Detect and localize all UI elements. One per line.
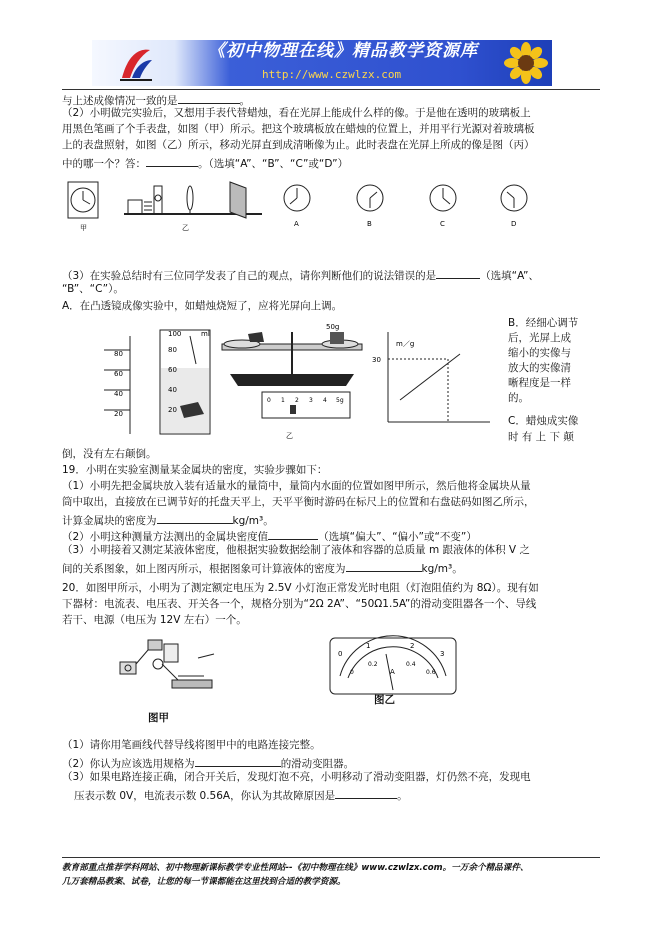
svg-text:50g: 50g [326, 323, 340, 331]
ammeter-dial [328, 636, 458, 698]
q18-p3-line1: （3）在实验总结时有三位同学发表了自己的观点，请你判断他们的说法错误的是 （选填“A”、 [62, 266, 539, 284]
clock-option-b [357, 185, 383, 228]
q18-option-b-l6: 的。 [508, 392, 529, 404]
fig-label-jia: 甲 [80, 224, 87, 232]
svg-text:0.2: 0.2 [368, 661, 378, 668]
svg-text:B: B [367, 220, 372, 228]
q20-line1: 20．如图甲所示，小明为了测定额定电压为 2.5V 小灯泡正常发光时电阻（灯泡阻值约为 8Ω）。现有如 [62, 582, 539, 594]
svg-text:0.6: 0.6 [426, 669, 436, 676]
svg-text:20: 20 [168, 406, 177, 414]
svg-text:3: 3 [309, 397, 313, 404]
q18-option-c-l2: 时 有 上 下 颠 [508, 431, 574, 443]
answer-blank[interactable] [268, 527, 318, 540]
q19-p1-line2: 筒中取出，直接放在已调节好的托盘天平上，天平平衡时游码在标尺上的位置和右盘砝码如图乙所示， [62, 496, 535, 508]
site-logo-icon [118, 44, 154, 82]
q20-line2: 下器材：电流表、电压表、开关各一个，规格分别为“2Ω 2A”、“50Ω1.5A”的滑动变阻器各一个、导线 [62, 598, 537, 610]
watch-on-glass-diagram [68, 182, 98, 232]
clock-option-c [430, 185, 456, 228]
svg-text:D: D [511, 220, 517, 228]
q18-p2-line2: 用黑色笔画了个手表盘，如图（甲）所示。把这个玻璃板放在蜡烛的位置上，并用平行光源对着玻璃板 [62, 123, 535, 135]
q20-sub2: （2）你认为应该选用规格为 的滑动变阻器。 [62, 754, 354, 772]
answer-blank[interactable] [335, 786, 397, 799]
svg-text:0: 0 [338, 650, 343, 658]
q19-p1-line3: 计算金属块的密度为 kg/m³。 [62, 511, 274, 529]
optical-bench-diagram [124, 182, 262, 232]
svg-text:0.4: 0.4 [406, 661, 416, 668]
q19-p1-line1: （1）小明先把金属块放入装有适量水的量筒中，量筒内水面的位置如图甲所示，然后他将金属块从量 [62, 480, 531, 492]
measuring-cylinder-2 [160, 330, 210, 434]
svg-text:ml: ml [201, 330, 210, 338]
svg-text:4: 4 [323, 397, 327, 404]
q18-figure-row [62, 176, 602, 236]
q18-option-c-l1: C．蜡烛成实像 [508, 415, 579, 427]
svg-text:m／g: m／g [396, 340, 415, 348]
svg-text:0: 0 [350, 669, 354, 676]
header-rule [62, 89, 600, 90]
q20-sub3-line1: （3）如果电路连接正确，闭合开关后，发现灯泡不亮，小明移动了滑动变阻器，灯仍然不亮，发现电 [62, 771, 531, 783]
svg-text:1: 1 [281, 397, 285, 404]
svg-text:80: 80 [114, 350, 123, 358]
q19-p2: （2）小明这种测量方法测出的金属块密度值 （选填“偏大”、“偏小”或“不变”） [62, 527, 477, 545]
q19-title: 19．小明在实验室测量某金属块的密度，实验步骤如下： [62, 464, 328, 476]
svg-text:2: 2 [410, 642, 415, 650]
q18-p2-line4: 中的哪一个？答： 。（选填“A”、“B”、“C”或“D”） [62, 154, 348, 172]
q18-option-b-l5: 晰程度是一样 [508, 377, 571, 389]
q18-line0: 与上述成像情况一致的是 。 [62, 91, 250, 109]
footer-rule [62, 857, 600, 858]
svg-text:60: 60 [168, 366, 177, 374]
sunflower-icon [504, 42, 548, 84]
svg-text:3: 3 [440, 650, 445, 658]
mass-volume-graph [372, 332, 490, 422]
fig-label-tu-yi: 图乙 [374, 694, 395, 706]
balance-scale [222, 323, 362, 440]
answer-blank[interactable] [146, 154, 198, 167]
fig-label-yi: 乙 [182, 224, 189, 232]
svg-text:1: 1 [366, 642, 371, 650]
fig-label-yi-balance: 乙 [286, 432, 293, 440]
answer-blank[interactable] [195, 754, 281, 767]
answer-blank[interactable] [178, 91, 240, 104]
svg-text:20: 20 [114, 410, 123, 418]
footer-line1: 教育部重点推荐学科网站、初中物理新课标教学专业性网站--《初中物理在线》www.czwlzx.com。一万余个精品课件、 [62, 863, 529, 873]
header-banner [92, 40, 552, 86]
answer-blank[interactable] [157, 511, 233, 524]
svg-text:100: 100 [168, 330, 182, 338]
q19-figure-group [100, 322, 505, 447]
svg-text:0: 0 [267, 397, 271, 404]
svg-text:C: C [440, 220, 445, 228]
q18-option-c-end: 倒，没有左右颠倒。 [62, 448, 157, 460]
banner-title: 《初中物理在线》精品教学资源库 [208, 41, 478, 61]
fig-label-tu-jia: 图甲 [148, 712, 169, 724]
q19-p3-line1: （3）小明接着又测定某液体密度，他根据实验数据绘制了液体和容器的总质量 m 跟液体的体积 V 之 [62, 544, 530, 556]
answer-blank[interactable] [346, 559, 422, 572]
q18-p2-line1: （2）小明做完实验后，又想用手表代替蜡烛，看在光屏上能成什么样的像。于是他在透明的玻璃板上 [62, 107, 531, 119]
svg-text:60: 60 [114, 370, 123, 378]
q18-option-b-l1: B．经细心调节 [508, 317, 579, 329]
svg-text:80: 80 [168, 346, 177, 354]
svg-text:2: 2 [295, 397, 299, 404]
banner-url: http://www.czwlzx.com [262, 68, 402, 81]
q18-option-b-l3: 缩小的实像与 [508, 347, 571, 359]
measuring-cylinder-1 [104, 336, 130, 434]
svg-text:30: 30 [372, 356, 381, 364]
circuit-components-diagram [108, 634, 220, 698]
q20-line3: 若干、电源（电压为 12V 左右）一个。 [62, 614, 247, 626]
svg-text:A: A [294, 220, 299, 228]
q19-p3-line2: 间的关系图象，如上图丙所示，根据图象可计算液体的密度为 kg/m³。 [62, 559, 463, 577]
q20-sub3-line2: 压表示数 0V，电流表示数 0.56A，你认为其故障原因是 。 [74, 786, 408, 804]
svg-text:A: A [390, 668, 395, 676]
clock-option-d [501, 185, 527, 228]
answer-blank[interactable] [436, 266, 480, 279]
svg-text:40: 40 [168, 386, 177, 394]
q18-option-b-l2: 后，光屏上成 [508, 332, 571, 344]
svg-text:40: 40 [114, 390, 123, 398]
q18-p2-line3: 上的表盘照射，如图（乙）所示，移动光屏直到成清晰像为止。此时表盘在光屏上所成的像是图（丙） [62, 139, 535, 151]
svg-text:5g: 5g [336, 397, 344, 404]
clock-option-a [284, 185, 310, 228]
footer-line2: 几万套精品教案、试卷，让您的每一节课都能在这里找到合适的教学资源。 [62, 877, 346, 887]
q18-option-a: A．在凸透镜成像实验中，如蜡烛烧短了，应将光屏向上调。 [62, 300, 343, 312]
q18-option-b-l4: 放大的实像清 [508, 362, 571, 374]
q20-sub1: （1）请你用笔画线代替导线将图甲中的电路连接完整。 [62, 739, 321, 751]
q18-p3-line2: “B”、“C”）。 [62, 283, 124, 295]
